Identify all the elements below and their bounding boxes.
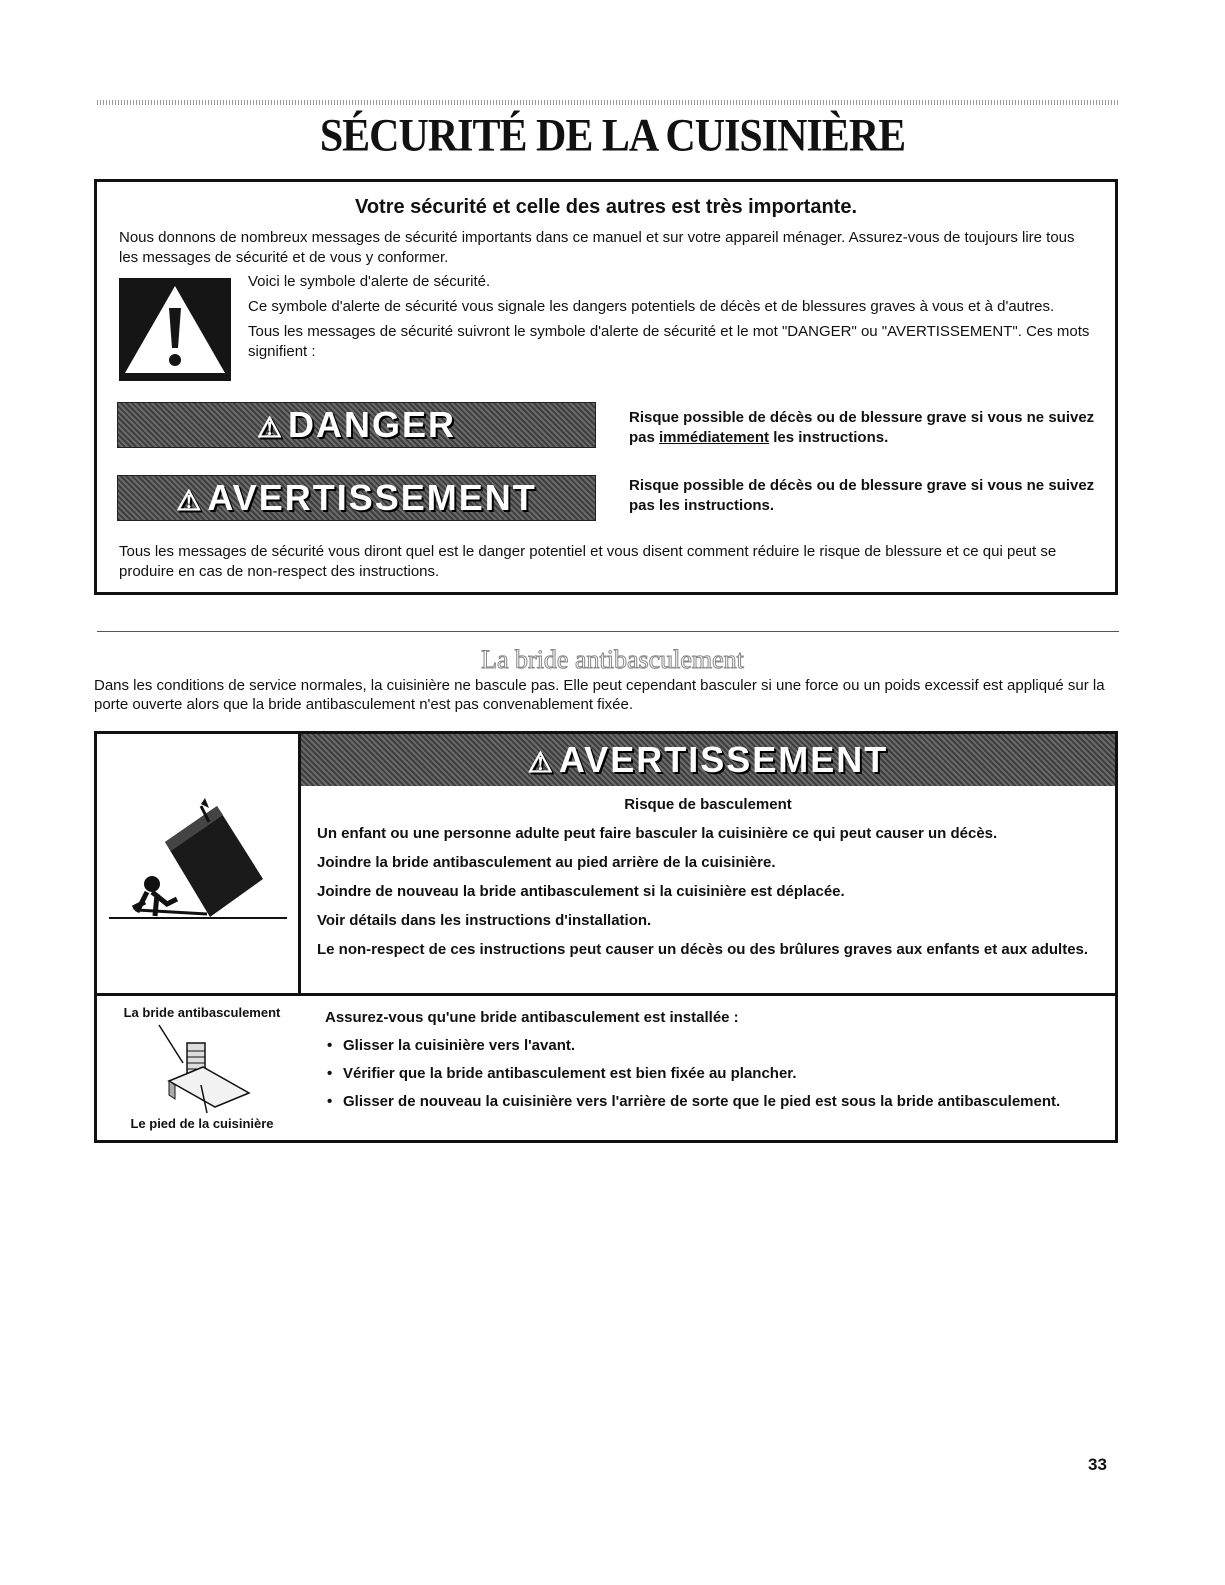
check-lead: Assurez-vous qu'une bride antibasculement est installée : [325, 1009, 739, 1026]
warning-line: Joindre de nouveau la bride antibasculement si la cuisinière est déplacée. [317, 883, 845, 900]
warning-triangle-icon: ⚠ [256, 412, 285, 443]
warning-lines [317, 824, 1107, 969]
alert-line: Ce symbole d'alerte de sécurité vous signale les dangers potentiels de décès et de blessures graves à vous et à d'autres. [248, 298, 1055, 315]
danger-desc-emphasis: immédiatement [659, 429, 770, 446]
danger-description [629, 408, 1109, 448]
page-title: SÉCURITÉ DE LA CUISINIÈRE [319, 110, 906, 162]
tipping-range-illustration [97, 734, 301, 996]
avertissement-description: Risque possible de décès ou de blessure grave si vous ne suivez pas les instructions. [629, 477, 1095, 514]
check-list [325, 1036, 1105, 1112]
anti-tip-warning-box [94, 731, 1118, 1143]
avertissement-banner [301, 734, 1115, 786]
top-decorative-rule [97, 100, 1119, 105]
danger-desc-prefix: Risque possible de décès ou de blessure grave si vous ne suivez pas [629, 409, 1095, 446]
safety-info-box [94, 179, 1118, 595]
safety-box-heading: Votre sécurité et celle des autres est très importante. [354, 196, 858, 218]
danger-desc-suffix: les instructions. [769, 429, 889, 446]
danger-banner [117, 402, 596, 448]
alert-explanation [248, 272, 1098, 367]
avertissement-label: AVERTISSEMENT [558, 739, 889, 780]
alert-line: Tous les messages de sécurité suivront le symbole d'alerte de sécurité et le mot "DANGER" ou "AVERTISSEMENT". Ces mots signifient : [248, 323, 1090, 360]
danger-label: DANGER [288, 404, 457, 445]
safety-alert-triangle-icon [119, 278, 231, 381]
foot-label: Le pied de la cuisinière [130, 1116, 274, 1131]
list-item: • Glisser la cuisinière vers l'avant. [325, 1036, 1105, 1056]
avertissement-label: AVERTISSEMENT [207, 477, 537, 518]
safety-box-footer: Tous les messages de sécurité vous diront quel est le danger potentiel et vous disent comment réduire le risque de blessure et ce qui peut se produire en cas de non-respect des instructions. [119, 543, 1057, 580]
safety-intro-text: Nous donnons de nombreux messages de sécurité importants dans ce manuel et sur votre appareil ménager. Assurez-vous de toujours lire tous les messages de sécurité et de vous y conformer. [119, 229, 1075, 266]
warning-triangle-icon: ⚠ [176, 485, 204, 516]
avertissement-banner [117, 475, 596, 521]
tipping-range-icon [97, 734, 298, 993]
installation-check [325, 1008, 1105, 1120]
warning-line: Le non-respect de ces instructions peut causer un décès ou des brûlures graves aux enfants et aux adultes. [317, 941, 1089, 958]
alert-line: Voici le symbole d'alerte de sécurité. [248, 273, 491, 290]
anti-tip-bracket-icon [141, 1023, 271, 1115]
risk-title: Risque de basculement [624, 796, 792, 813]
warning-line: Un enfant ou une personne adulte peut faire basculer la cuisinière ce qui peut causer un décès. [317, 825, 998, 842]
section-divider [97, 631, 1119, 632]
anti-tip-warning-panel [301, 734, 1115, 996]
anti-tip-heading: La bride antibasculement [481, 645, 744, 674]
warning-line: Voir détails dans les instructions d'installation. [317, 912, 652, 929]
list-item: • Vérifier que la bride antibasculement est bien fixée au plancher. [325, 1064, 1105, 1084]
bracket-label: La bride antibasculement [123, 1005, 281, 1020]
page-number: 33 [1088, 1455, 1107, 1474]
warning-line: Joindre la bride antibasculement au pied arrière de la cuisinière. [317, 854, 776, 871]
anti-tip-text: Dans les conditions de service normales, la cuisinière ne bascule pas. Elle peut cependant basculer si une force ou un poids excessif est appliqué sur la porte ouverte alors que la bride antibasculement n'est pas convenablement fixée. [94, 677, 1105, 713]
list-item: • Glisser de nouveau la cuisinière vers l'arrière de sorte que le pied est sous la bride antibasculement. [325, 1092, 1105, 1112]
warning-triangle-icon: ⚠ [527, 747, 555, 778]
